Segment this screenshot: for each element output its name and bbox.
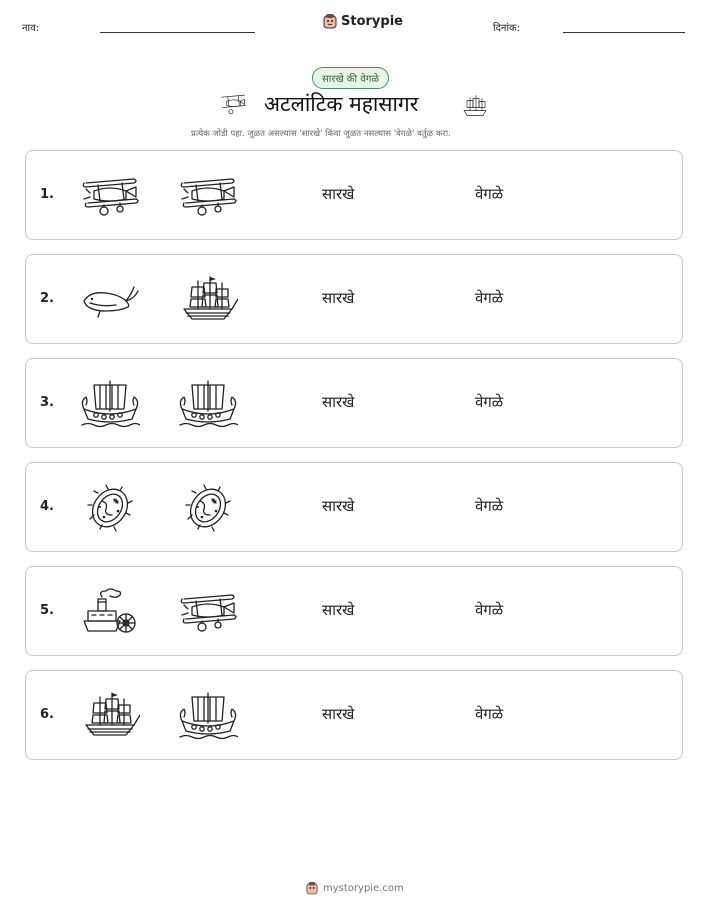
date-label: दिनांक: — [493, 23, 521, 34]
question-number: 1. — [40, 187, 54, 202]
title-biplane-icon — [216, 92, 250, 118]
question-card — [25, 566, 683, 656]
viking-ship-icon — [80, 379, 140, 429]
question-card — [25, 358, 683, 448]
worksheet-title: अटलांटिक महासागर — [264, 92, 419, 116]
different-option[interactable]: वेगळे — [475, 289, 504, 307]
viking-ship-icon — [178, 379, 238, 429]
question-number: 5. — [40, 603, 54, 618]
biplane-icon — [80, 171, 140, 221]
brand-name: Storypie — [341, 13, 403, 29]
microbe-icon — [80, 483, 140, 533]
name-label: नाव: — [22, 23, 40, 34]
storypie-logo — [323, 13, 403, 29]
different-option[interactable]: वेगळे — [475, 185, 504, 203]
title-ship-icon — [460, 92, 490, 120]
question-number: 6. — [40, 707, 54, 722]
sailing-ship-icon — [80, 691, 140, 741]
same-option[interactable]: सारखे — [322, 705, 355, 723]
question-number: 3. — [40, 395, 54, 410]
biplane-icon — [178, 587, 238, 637]
same-option[interactable]: सारखे — [322, 497, 355, 515]
question-card — [25, 462, 683, 552]
question-card — [25, 150, 683, 240]
instruction-text: प्रत्येक जोडी पहा. जुळत असल्यास 'सारखे' किंवा जुळत नसल्यास 'वेगळे' वर्तुळ करा. — [191, 129, 451, 139]
same-option[interactable]: सारखे — [322, 289, 355, 307]
whale-icon — [80, 275, 140, 325]
question-card — [25, 670, 683, 760]
footer — [306, 881, 404, 895]
name-field-line[interactable] — [100, 32, 255, 33]
microbe-icon — [178, 483, 238, 533]
different-option[interactable]: वेगळे — [475, 393, 504, 411]
question-number: 4. — [40, 499, 54, 514]
different-option[interactable]: वेगळे — [475, 497, 504, 515]
category-badge: सारखे की वेगळे — [312, 67, 389, 89]
question-number: 2. — [40, 291, 54, 306]
sailing-ship-icon — [178, 275, 238, 325]
footer-mascot-icon — [306, 881, 318, 895]
same-option[interactable]: सारखे — [322, 601, 355, 619]
different-option[interactable]: वेगळे — [475, 705, 504, 723]
storypie-mascot-icon — [323, 13, 337, 29]
same-option[interactable]: सारखे — [322, 185, 355, 203]
biplane-icon — [178, 171, 238, 221]
date-field-line[interactable] — [563, 32, 685, 33]
same-option[interactable]: सारखे — [322, 393, 355, 411]
different-option[interactable]: वेगळे — [475, 601, 504, 619]
footer-site: mystorypie.com — [323, 882, 404, 894]
steamboat-icon — [80, 587, 140, 637]
viking-ship-icon — [178, 691, 238, 741]
question-card — [25, 254, 683, 344]
